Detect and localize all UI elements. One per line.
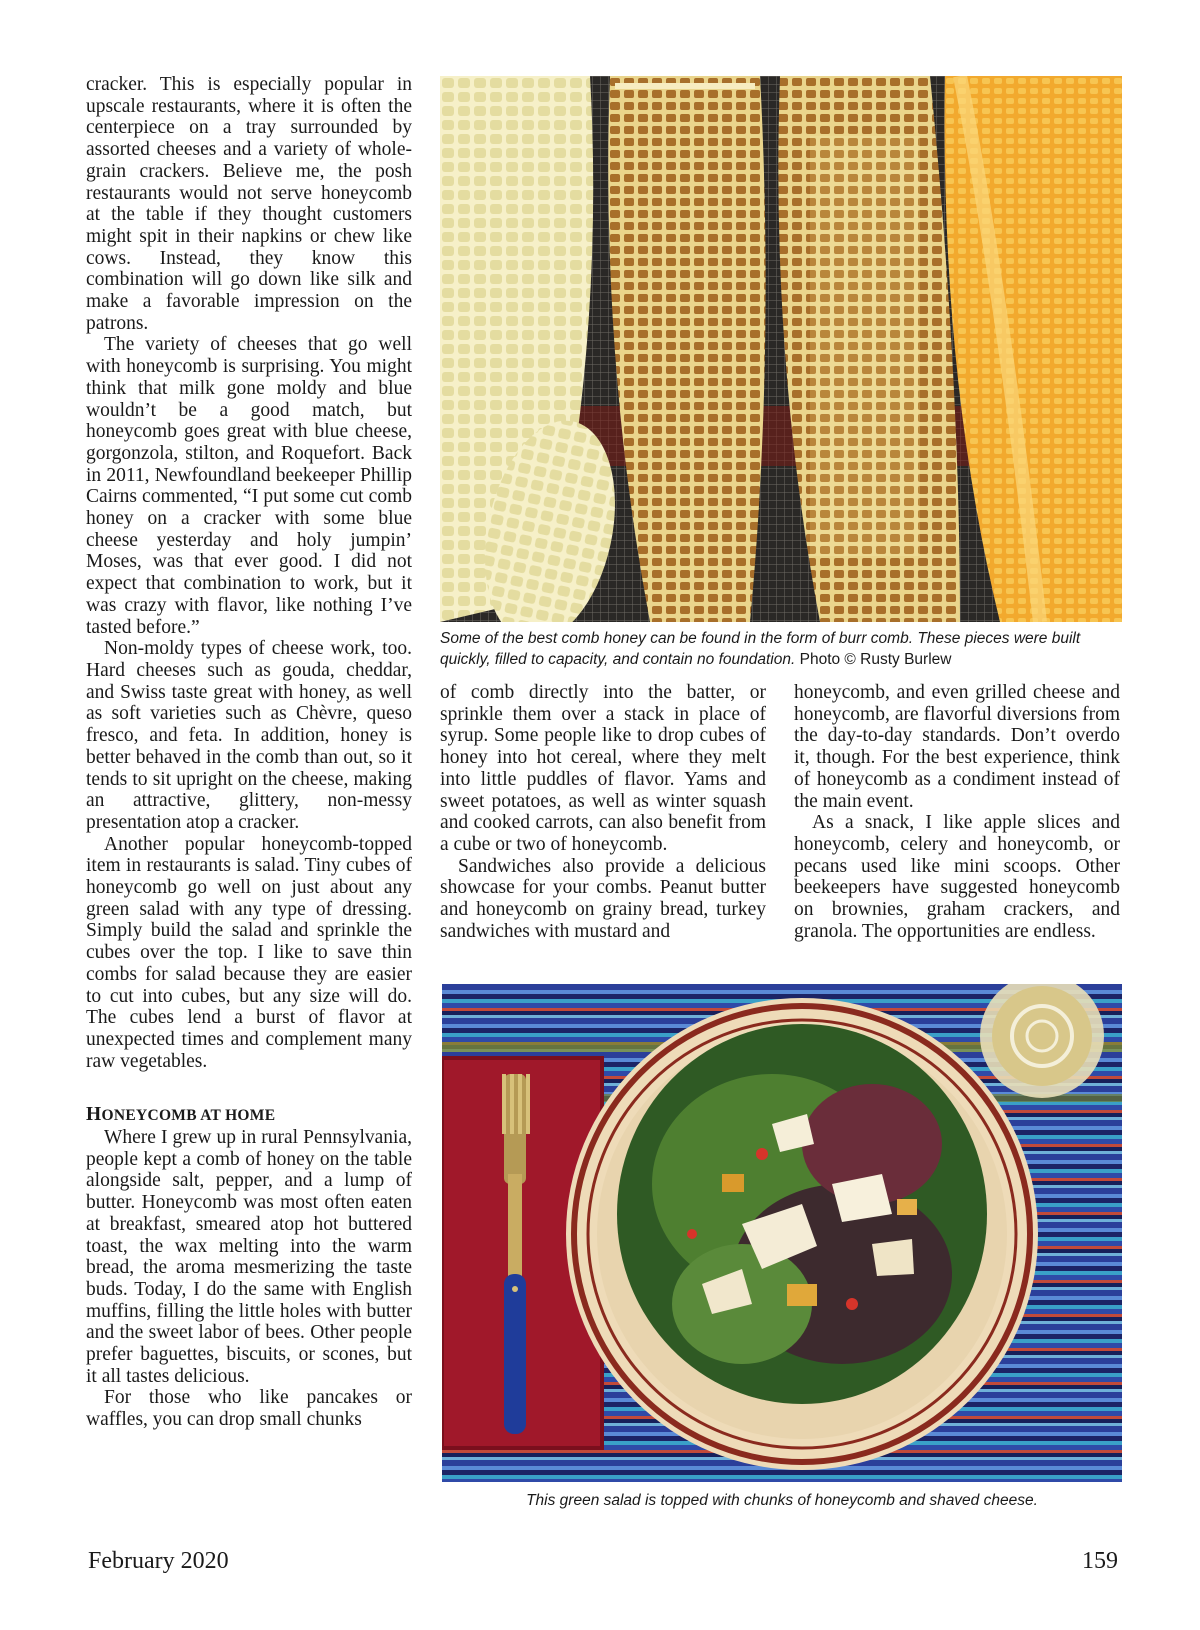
burr-comb-caption <box>440 628 1124 670</box>
paragraph: For those who like pancakes or waffles, you can drop small chunks <box>86 1387 412 1431</box>
section-heading-rest: ONEYCOMB AT HOME <box>101 1107 276 1125</box>
paragraph: honeycomb, and even grilled cheese and honeycomb, are flavorful diversions from the day-to-day standards. Don’t overdo it, though. For the best experience, think of honeycomb as a condiment instead of the main event. <box>794 682 1120 812</box>
section-heading-initial: H <box>86 1104 102 1126</box>
article-column-middle <box>440 682 766 942</box>
paragraph: cracker. This is especially popular in upscale restaurants, where it is often the centerpiece on a tray surrounded by assorted cheeses and a variety of whole-grain crackers. Believe me, the posh restaurants would not serve honeycomb at the table if they thought customers might spit in their napkins or chew like cows. Instead, they know this combination will go down like silk and make a favorable impression on the patrons. <box>86 74 412 334</box>
paragraph: Another popular honeycomb-topped item in restaurants is salad. Tiny cubes of honeycomb go well on just about any green salad with any type of dressing. Simply build the salad and sprinkle the cubes over the top. I like to save thin combs for salad because they are easier to cut into cubes, but any size will do. The cubes lend a burst of flavor at unexpected times and complement many raw vegetables. <box>86 833 412 1072</box>
paragraph: As a snack, I like apple slices and honeycomb, celery and honeycomb, or pecans used like mini scoops. Other beekeepers have suggested honeycomb on brownies, graham crackers, and granola. The opportunities are endless. <box>794 812 1120 942</box>
photo-credit: Photo © Rusty Burlew <box>799 651 952 668</box>
caption-text: Some of the best comb honey can be found in the form of burr comb. These pieces were built quickly, filled to capacity, and contain no foundation. <box>440 630 1081 668</box>
paragraph: Non-moldy types of cheese work, too. Hard cheeses such as gouda, cheddar, and Swiss taste great with honey, as well as soft varieties such as Chèvre, queso fresco, and feta. In addition, honey is better behaved in the comb than out, so it tends to sit upright on the cheese, making an attractive, glittery, non-messy presentation atop a cracker. <box>86 638 412 833</box>
section-heading <box>86 1104 412 1127</box>
article-column-left <box>86 74 412 1431</box>
burr-comb-photo <box>440 76 1122 622</box>
salad-photo <box>442 984 1122 1482</box>
paragraph: of comb directly into the batter, or sprinkle them over a stack in place of syrup. Some people like to drop cubes of honey into hot cereal, where they melt into little puddles of flavor. Yams and sweet potatoes, as well as winter squash and cooked carrots, can also benefit from a cube or two of honeycomb. <box>440 682 766 855</box>
page-number: 159 <box>1082 1548 1118 1574</box>
salad-illustration <box>442 984 1122 1482</box>
paragraph: Sandwiches also provide a delicious showcase for your combs. Peanut butter and honeycomb on grainy bread, turkey sandwiches with mustard and <box>440 855 766 942</box>
paragraph: The variety of cheeses that go well with honeycomb is surprising. You might think that milk gone moldy and blue wouldn’t be a good match, but honeycomb goes great with blue cheese, gorgonzola, stilton, and Roquefort. Back in 2011, Newfoundland beekeeper Phillip Cairns commented, “I put some cut comb honey on a cracker with some blue cheese yesterday and holy jumpin’ Moses, was that ever good. I did not expect that combination to work, but it was crazy with flavor, like nothing I’ve tasted before.” <box>86 334 412 638</box>
paragraph: Where I grew up in rural Pennsylvania, people kept a comb of honey on the table alongside salt, pepper, and a lump of butter. Honeycomb was most often eaten at breakfast, smeared atop hot buttered toast, the wax melting into the warm bread, the aroma mesmerizing the taste buds. Today, I do the same with English muffins, filling the little holes with butter and the sweet labor of bees. Other people prefer baguettes, biscuits, or scones, but it all tastes delicious. <box>86 1127 412 1387</box>
article-column-right <box>794 682 1120 942</box>
issue-date: February 2020 <box>88 1548 229 1574</box>
salad-caption: This green salad is topped with chunks of honeycomb and shaved cheese. <box>526 1492 1038 1509</box>
burr-comb-illustration <box>440 76 1122 622</box>
